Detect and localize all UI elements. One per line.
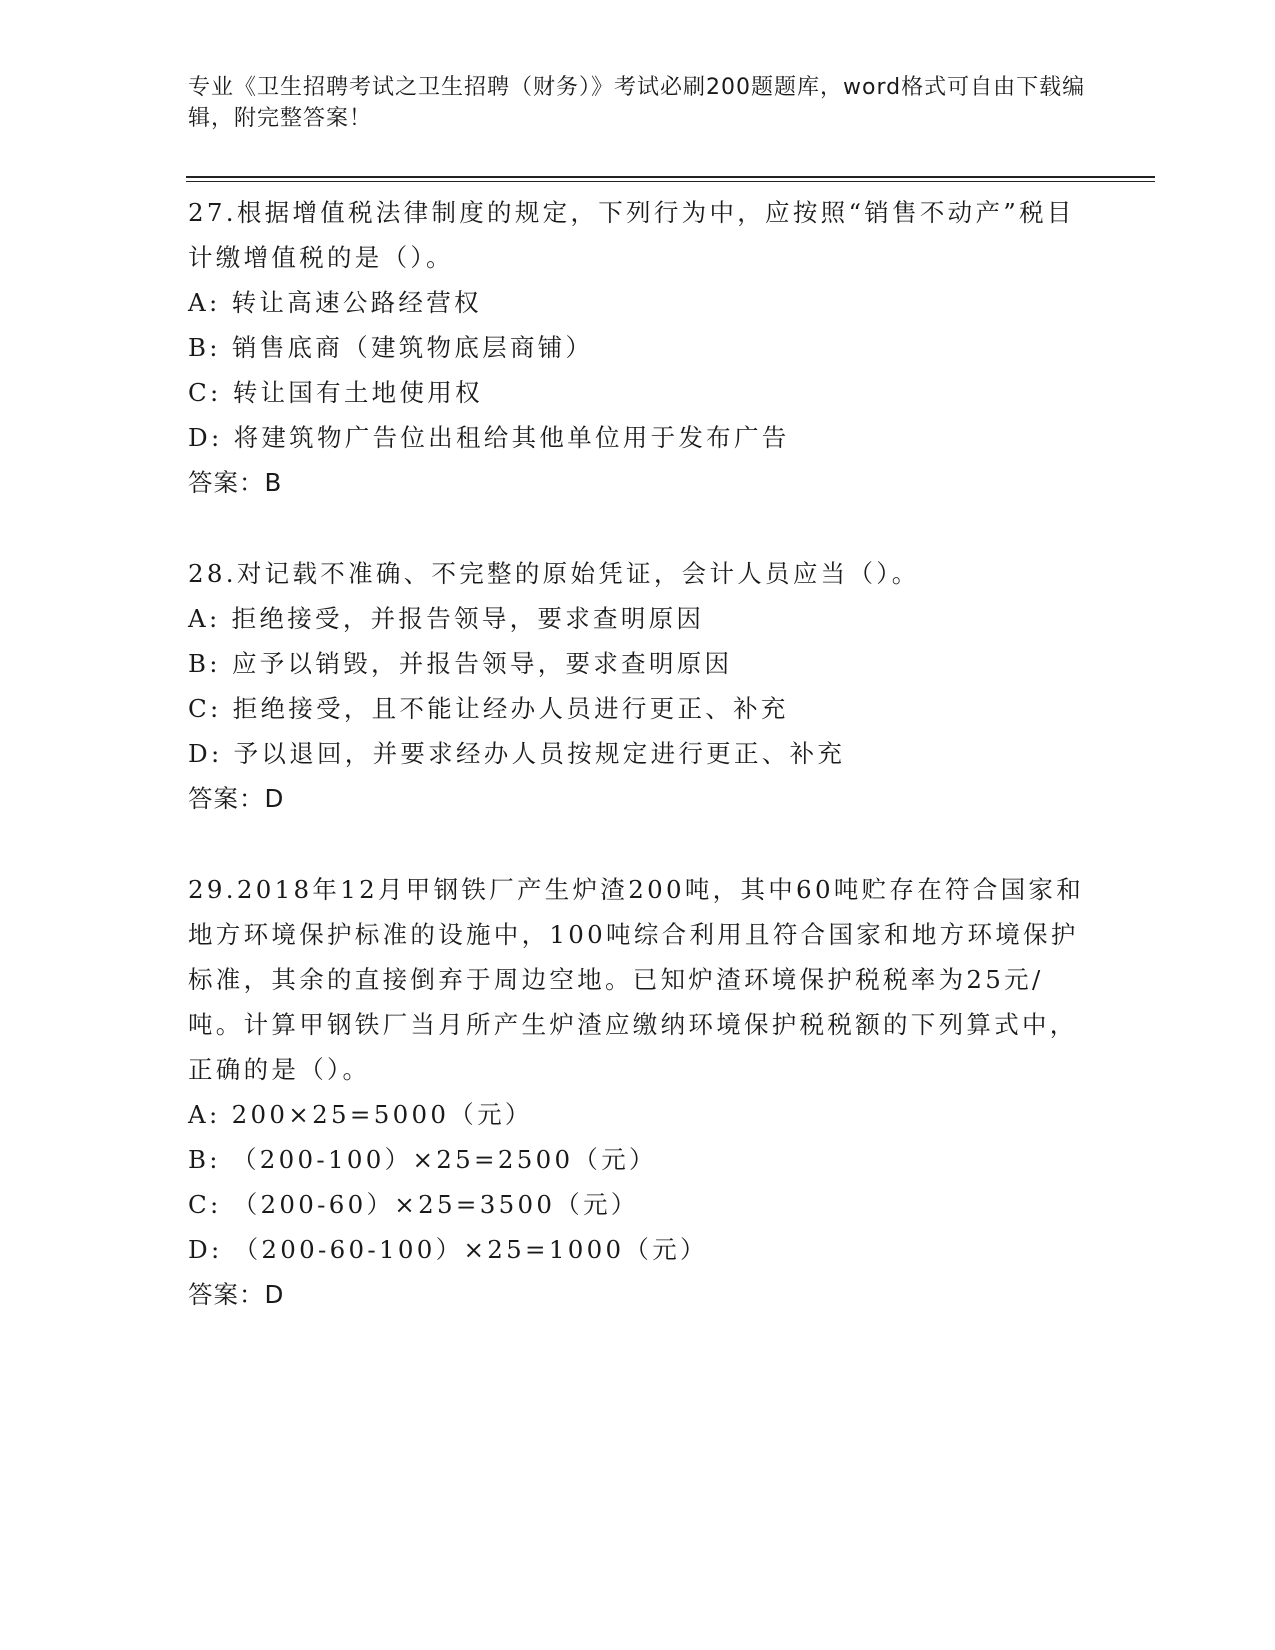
question-stem: 29.2018年12月甲钢铁厂产生炉渣200吨，其中60吨贮存在符合国家和地方环境保护标准的设施中，100吨综合利用且符合国家和地方环境保护标准，其余的直接倒弃于周边空地。已知炉渣环境保护税税率为25元/吨。计算甲钢铁厂当月所产生炉渣应缴纳环境保护税税额的下列算式中，正确的是（）。 [188,875,1085,1084]
answer-line: 答案：D [188,1280,285,1309]
question-spacer [188,505,1088,551]
option-a: A: 转让高速公路经营权 [188,288,482,317]
question-29 [188,867,1088,1317]
option-a: A: 200×25=5000（元） [188,1100,533,1129]
answer-line: 答案：D [188,784,285,813]
option-d: D: （200-60-100）×25=1000（元） [188,1235,708,1264]
question-list [188,190,1088,1317]
header-divider-thin [186,181,1155,182]
option-c: C: 拒绝接受，且不能让经办人员进行更正、补充 [188,694,789,723]
answer-line: 答案：B [188,468,283,497]
header-divider [186,176,1155,178]
document-header: 专业《卫生招聘考试之卫生招聘（财务）》考试必刷200题题库，word格式可自由下载编辑，附完整答案！ [188,75,1086,131]
question-spacer [188,821,1088,867]
option-c: C: （200-60）×25=3500（元） [188,1190,639,1219]
option-b: B: （200-100）×25=2500（元） [188,1145,657,1174]
option-b: B: 销售底商（建筑物底层商铺） [188,333,594,362]
question-28 [188,551,1088,821]
question-stem: 27.根据增值税法律制度的规定，下列行为中，应按照“销售不动产”税目计缴增值税的是（）。 [188,198,1075,272]
option-a: A: 拒绝接受，并报告领导，要求查明原因 [188,604,705,633]
question-27 [188,190,1088,505]
option-d: D: 予以退回，并要求经办人员按规定进行更正、补充 [188,739,846,768]
option-b: B: 应予以销毁，并报告领导，要求查明原因 [188,649,733,678]
question-stem: 28.对记载不准确、不完整的原始凭证，会计人员应当（）。 [188,559,920,588]
option-d: D: 将建筑物广告位出租给其他单位用于发布广告 [188,423,790,452]
option-c: C: 转让国有土地使用权 [188,378,483,407]
